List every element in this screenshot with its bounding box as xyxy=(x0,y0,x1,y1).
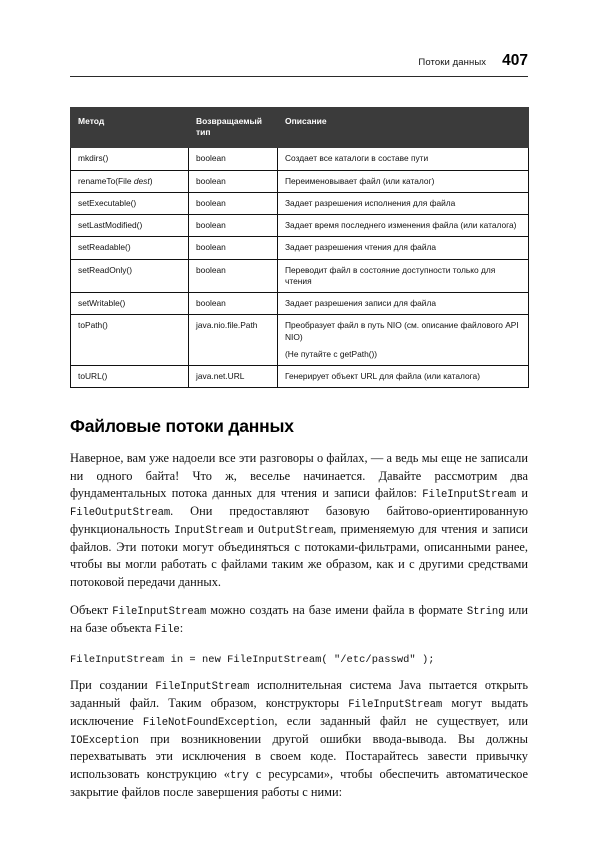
code-inline: OutputStream xyxy=(258,525,334,538)
table-row xyxy=(71,215,529,237)
table-row xyxy=(71,148,529,170)
method-name: setExecutable() xyxy=(78,197,137,208)
description-text: Задает разрешения чтения для файла xyxy=(285,242,437,253)
cell-description xyxy=(278,170,529,192)
description-text: Задает разрешения записи для файла xyxy=(285,298,437,309)
cell-return-type: java.net.URL xyxy=(189,366,278,388)
method-name: setWritable() xyxy=(78,298,126,309)
cell-description xyxy=(278,293,529,315)
description-text: Переименовывает файл (или каталог) xyxy=(285,175,435,186)
table-row xyxy=(71,237,529,259)
method-name: setReadOnly() xyxy=(78,264,132,275)
cell-description xyxy=(278,366,529,388)
code-inline: FileInputStream xyxy=(112,606,207,619)
running-header-title: Потоки данных xyxy=(418,57,487,68)
cell-return-type: boolean xyxy=(189,237,278,259)
text-run: с ресурсами», чтобы обеспечить автоматическое закрытие файлов после завершения работы с ними: xyxy=(70,766,529,799)
table-header xyxy=(71,108,529,148)
text-run: при возникновении другой ошибки ввода-вывода. Вы должны перехватывать эти исключения в своем коде. Постарайтесь завести привычку использовать конструкцию « xyxy=(70,731,528,781)
cell-method xyxy=(71,170,189,192)
description-note: (Не путайте с getPath()) xyxy=(285,348,378,359)
cell-return-type: java.nio.file.Path xyxy=(189,315,278,366)
text-run: Объект xyxy=(70,603,113,618)
cell-method xyxy=(71,215,189,237)
page-content xyxy=(70,0,528,848)
text-run: Наверное, вам уже надоели все эти разговоры о файлах, — а ведь мы еще не записали ни одного байта! Что ж, веселье начинается. Давайте рассмотрим два фундаментальных потока данных для чтения и записи файлов: xyxy=(70,451,528,501)
table-body xyxy=(71,148,529,388)
cell-method xyxy=(71,366,189,388)
cell-method xyxy=(71,192,189,214)
text-run: могут выдать исключение xyxy=(70,695,528,728)
code-inline: FileInputStream xyxy=(348,698,443,711)
cell-method xyxy=(71,259,189,293)
cell-description xyxy=(278,148,529,170)
cell-return-type: boolean xyxy=(189,170,278,192)
description-text: Создает все каталоги в составе пути xyxy=(285,153,429,164)
code-inline: InputStream xyxy=(174,525,243,538)
code-inline: String xyxy=(466,606,505,619)
code-inline: File xyxy=(154,624,180,637)
table-row xyxy=(71,259,529,293)
description-text: Задает время последнего изменения файла (или каталога) xyxy=(285,220,517,231)
table-row xyxy=(71,192,529,214)
cell-description xyxy=(278,315,529,366)
table-row xyxy=(71,366,529,388)
description-text: Генерирует объект URL для файла (или каталога) xyxy=(285,371,480,382)
paragraph-intro xyxy=(70,450,528,591)
text-run: можно создать на базе имени файла в формате xyxy=(206,603,467,618)
text-run: При создании xyxy=(70,677,156,692)
method-name: toPath() xyxy=(78,320,108,331)
method-name: mkdirs() xyxy=(78,153,109,164)
text-run: . Они предоставляют базовую байтово-ориентированную функциональность xyxy=(70,504,528,537)
description-text: Задает разрешения исполнения для файла xyxy=(285,197,456,208)
header-rule xyxy=(70,76,528,77)
table-row xyxy=(71,293,529,315)
text-run: : xyxy=(179,621,184,636)
cell-description xyxy=(278,215,529,237)
code-inline: IOException xyxy=(70,734,139,747)
code-inline: FileInputStream xyxy=(422,489,517,502)
method-name: setLastModified() xyxy=(78,220,143,231)
cell-description xyxy=(278,259,529,293)
text-run: или на базе объекта xyxy=(70,603,528,636)
text-run: исполнительная система Java пытается открыть заданный файл. Таким образом, конструкторы xyxy=(70,677,528,710)
code-block: FileInputStream in = new FileInputStream( "/etc/passwd" ); xyxy=(70,653,435,666)
cell-return-type: boolean xyxy=(189,148,278,170)
running-header xyxy=(70,52,528,74)
methods-table xyxy=(70,107,529,388)
page-number: 407 xyxy=(502,52,528,69)
column-header-description: Описание xyxy=(278,108,529,148)
cell-method xyxy=(71,293,189,315)
cell-return-type: boolean xyxy=(189,259,278,293)
section-heading: Файловые потоки данных xyxy=(70,416,294,437)
text-run: и xyxy=(242,522,259,537)
cell-return-type: boolean xyxy=(189,215,278,237)
column-header-return-type: Возвращаемый тип xyxy=(189,108,278,148)
code-inline: try xyxy=(229,769,249,782)
description-text: Преобразует файл в путь NIO (см. описание файлового API NIO) xyxy=(285,320,519,342)
method-name: setReadable() xyxy=(78,242,131,253)
cell-return-type: boolean xyxy=(189,293,278,315)
description-text: Переводит файл в состояние доступности только для чтения xyxy=(285,264,496,286)
text-run: , применяемую для чтения и записи файлов. Эти потоки могут объединяться с потоками-фильтрами, описанными ранее, чтобы вы могли работать с файлами таким же образом, как и с другими средствами потоковой передачи данных. xyxy=(70,522,529,589)
code-inline: FileNotFoundException xyxy=(142,716,275,729)
code-inline: FileOutputStream xyxy=(70,507,171,520)
cell-method xyxy=(71,148,189,170)
column-header-method: Метод xyxy=(71,108,189,148)
method-param: dest xyxy=(133,175,150,186)
text-run: , если заданный файл не существует, или xyxy=(274,713,528,728)
paragraph-construction xyxy=(70,602,528,638)
method-name: toURL() xyxy=(78,371,108,382)
cell-description xyxy=(278,237,529,259)
method-suffix: ) xyxy=(149,175,153,186)
method-name: renameTo(File xyxy=(78,175,134,186)
cell-return-type: boolean xyxy=(189,192,278,214)
cell-method xyxy=(71,237,189,259)
table-row xyxy=(71,170,529,192)
cell-description xyxy=(278,192,529,214)
code-inline: FileInputStream xyxy=(155,680,250,693)
table-header-row xyxy=(71,108,529,148)
paragraph-exceptions xyxy=(70,677,528,801)
table-row xyxy=(71,315,529,366)
cell-method xyxy=(71,315,189,366)
text-run: и xyxy=(516,486,528,501)
